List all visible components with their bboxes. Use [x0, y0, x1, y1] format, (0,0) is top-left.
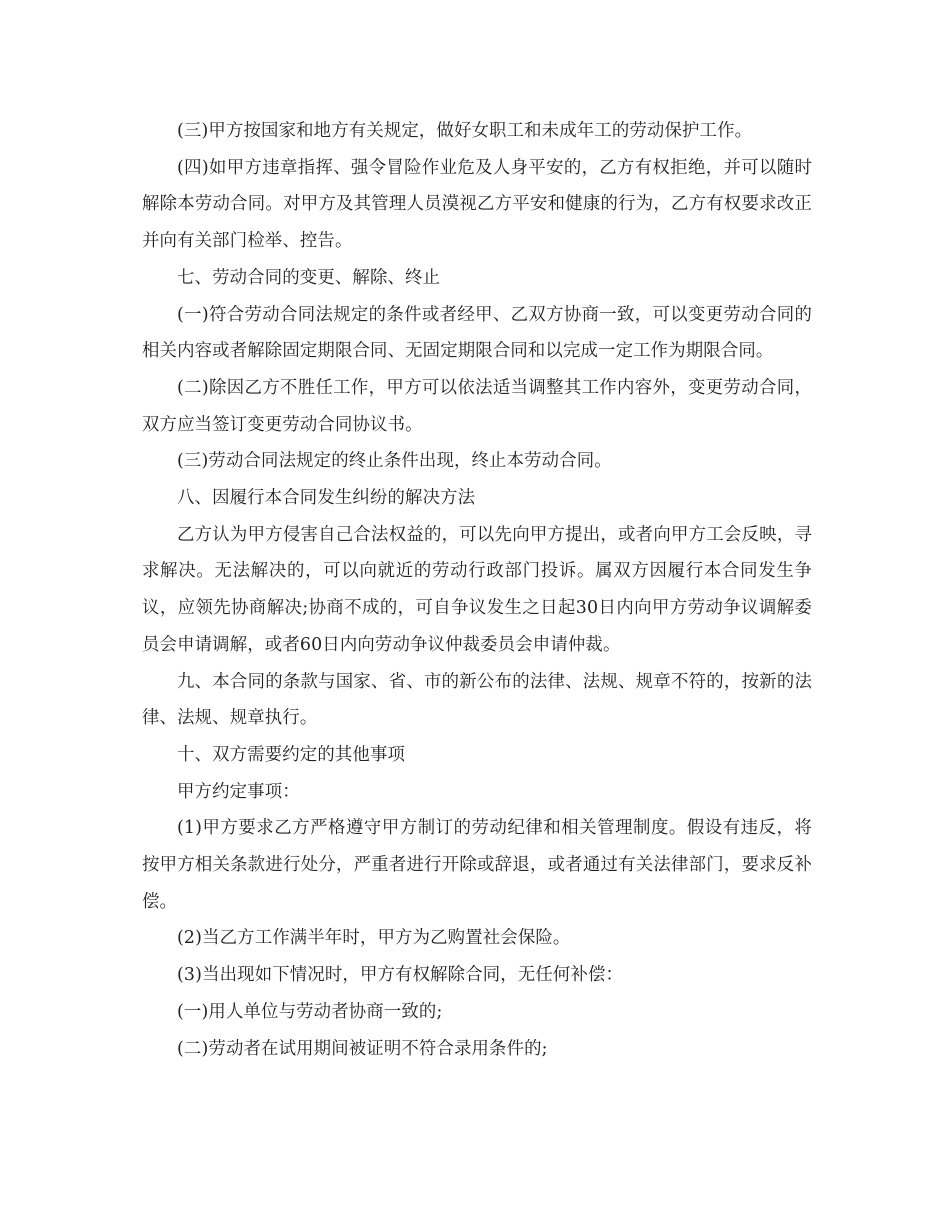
section-8-body: 乙方认为甲方侵害自己合法权益的，可以先向甲方提出，或者向甲方工会反映，寻求解决。无法解决的，可以向就近的劳动行政部门投诉。属双方因履行本合同发生争议，应领先协商解决;协商不成的，可自争议发生之日起30日内向甲方劳动争议调解委员会申请调解，或者60日内向劳动争议仲裁委员会申请仲裁。	[142, 524, 812, 655]
document-body	[142, 113, 812, 1067]
termination-condition-1: (一)用人单位与劳动者协商一致的;	[177, 1001, 443, 1022]
section-7-item-1: (一)符合劳动合同法规定的条件或者经甲、乙双方协商一致，可以变更劳动合同的相关内容或者解除固定期限合同、无固定期限合同和以完成一定工作为期限合同。	[142, 304, 812, 362]
agreed-item-1: (1)甲方要求乙方严格遵守甲方制订的劳动纪律和相关管理制度。假设有违反，将按甲方相关条款进行处分，严重者进行开除或辞退，或者通过有关法律部门，要求反补偿。	[142, 818, 812, 912]
agreed-item-2: (2)当乙方工作满半年时，甲方为乙购置社会保险。	[177, 928, 571, 949]
section-9-body: 九、本合同的条款与国家、省、市的新公布的法律、法规、规章不符的，按新的法律、法规、规章执行。	[142, 671, 812, 729]
section-7-item-3: (三)劳动合同法规定的终止条件出现，终止本劳动合同。	[177, 451, 612, 472]
termination-condition-2: (二)劳动者在试用期间被证明不符合录用条件的;	[177, 1038, 548, 1059]
party-a-agreed-items-label: 甲方约定事项：	[177, 781, 300, 802]
section-7-item-2: (二)除因乙方不胜任工作，甲方可以依法适当调整其工作内容外，变更劳动合同，双方应当签订变更劳动合同协议书。	[142, 377, 812, 435]
clause-4-refuse-unsafe-orders: (四)如甲方违章指挥、强令冒险作业危及人身平安的，乙方有权拒绝，并可以随时解除本劳动合同。对甲方及其管理人员漠视乙方平安和健康的行为，乙方有权要求改正并向有关部门检举、控告。	[142, 157, 812, 252]
section-7-heading: 七、劳动合同的变更、解除、终止	[177, 267, 441, 288]
agreed-item-3: (3)当出现如下情况时，甲方有权解除合同，无任何补偿：	[177, 965, 624, 986]
section-8-heading: 八、因履行本合同发生纠纷的解决方法	[177, 488, 476, 509]
section-10-heading: 十、双方需要约定的其他事项	[177, 744, 406, 765]
clause-3-female-worker-protection: (三)甲方按国家和地方有关规定，做好女职工和未成年工的劳动保护工作。	[177, 121, 753, 141]
